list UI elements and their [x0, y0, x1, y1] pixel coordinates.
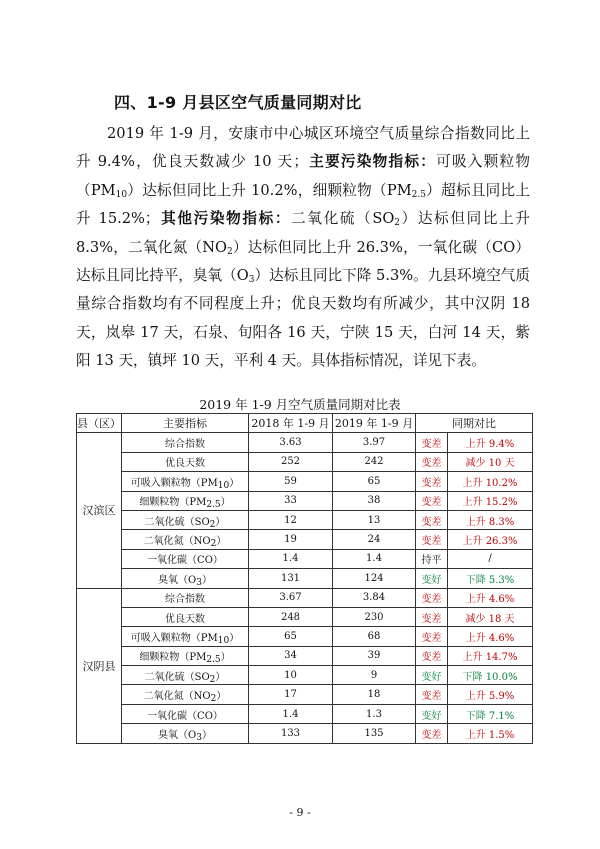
table-row: [77, 491, 533, 510]
change-cell: 减少 18 天: [448, 607, 533, 626]
bold-label-main-pollutants: 主要污染物指标：: [307, 153, 437, 171]
indicator-cell: 综合指数: [122, 588, 249, 607]
table-row: [77, 627, 533, 646]
table-body: [77, 433, 533, 743]
indicator-cell: 一氧化碳（CO）: [122, 704, 249, 723]
value-2019-cell: 38: [333, 491, 416, 510]
value-2018-cell: 3.67: [249, 588, 333, 607]
table-row: [77, 607, 533, 626]
trend-cell: 变好: [416, 569, 448, 588]
change-cell: 下降 5.3%: [448, 569, 533, 588]
trend-cell: 变差: [416, 452, 448, 471]
value-2019-cell: 1.4: [333, 549, 416, 568]
value-2019-cell: 9: [333, 666, 416, 685]
header-2018: 2018 年 1-9 月: [249, 414, 333, 433]
change-cell: 下降 7.1%: [448, 704, 533, 723]
trend-cell: 持平: [416, 549, 448, 568]
indicator-cell: 可吸入颗粒物$(PM_{10})$: [122, 627, 249, 646]
body-paragraph: 2019 年 1-9 月，安康市中心城区环境空气质量综合指数同比上升 9.4%，优良天数减少 10 天；主要污染物指标：可吸入颗粒物$(PM_{10})$达标但同比上升 10.2%，细颗粒物$(PM_{2.5})$超标且同比上升 15.2%；其他污染物指标：二氧化硫$(SO_2)$达标但同比上升 8.3%，二氧化氮$(NO_2)$达标但同比上升 26.3%，一氧化碳（CO）达标且同比持平，臭氧$(O_3)$达标且同比下降 5.3%。九县环境空气质量综合指数均有不同程度上升；优良天数均有所减少，其中汉阴 18 天，岚皋 17 天，石泉、旬阳各 16 天，宁陕 15 天，白河 14 天，紫阳 13 天，镇坪 10 天，平利 4 天。具体指标情况，详见下表。: [76, 125, 531, 370]
trend-cell: 变差: [416, 433, 448, 452]
indicator-cell: 细颗粒物$(PM_{2.5})$: [122, 646, 249, 665]
table-header-row: [77, 414, 533, 433]
indicator-cell: 二氧化硫$(SO_2)$: [122, 666, 249, 685]
value-2019-cell: 39: [333, 646, 416, 665]
indicator-cell: 臭氧$(O_3)$: [122, 724, 249, 743]
value-2019-cell: 230: [333, 607, 416, 626]
trend-cell: 变好: [416, 666, 448, 685]
change-cell: 上升 4.6%: [448, 627, 533, 646]
value-2018-cell: 248: [249, 607, 333, 626]
table-row: [77, 549, 533, 568]
table-row: [77, 510, 533, 529]
value-2018-cell: 59: [249, 472, 333, 491]
indicator-cell: 一氧化碳（CO）: [122, 549, 249, 568]
value-2018-cell: 12: [249, 510, 333, 529]
trend-cell: 变差: [416, 724, 448, 743]
value-2018-cell: 17: [249, 685, 333, 704]
change-cell: 上升 9.4%: [448, 433, 533, 452]
change-cell: 上升 8.3%: [448, 510, 533, 529]
value-2019-cell: 13: [333, 510, 416, 529]
value-2019-cell: 1.3: [333, 704, 416, 723]
table-caption: 2019 年 1-9 月空气质量同期对比表: [199, 397, 401, 412]
change-cell: 上升 4.6%: [448, 588, 533, 607]
change-cell: 下降 10.0%: [448, 666, 533, 685]
header-county: 县（区）: [77, 414, 122, 433]
value-2018-cell: 33: [249, 491, 333, 510]
section-heading: 四、1-9 月县区空气质量同期对比: [114, 93, 362, 112]
change-cell: 上升 14.7%: [448, 646, 533, 665]
county-cell: 汉阴县: [77, 588, 122, 743]
table-row: [77, 646, 533, 665]
value-2018-cell: 10: [249, 666, 333, 685]
indicator-cell: 综合指数: [122, 433, 249, 452]
indicator-cell: 优良天数: [122, 452, 249, 471]
value-2019-cell: 68: [333, 627, 416, 646]
change-cell: 上升 10.2%: [448, 472, 533, 491]
header-2019: 2019 年 1-9 月: [333, 414, 416, 433]
table-row: [77, 433, 533, 452]
trend-cell: 变差: [416, 588, 448, 607]
value-2019-cell: 124: [333, 569, 416, 588]
table-row: [77, 452, 533, 471]
value-2019-cell: 18: [333, 685, 416, 704]
trend-cell: 变好: [416, 704, 448, 723]
bold-label-other-pollutants: 其他污染物指标：: [159, 210, 292, 228]
trend-cell: 变差: [416, 510, 448, 529]
value-2019-cell: 135: [333, 724, 416, 743]
change-cell: /: [448, 549, 533, 568]
indicator-cell: 二氧化硫$(SO_2)$: [122, 510, 249, 529]
trend-cell: 变差: [416, 627, 448, 646]
trend-cell: 变差: [416, 472, 448, 491]
table-row: [77, 704, 533, 723]
change-cell: 上升 5.9%: [448, 685, 533, 704]
value-2018-cell: 252: [249, 452, 333, 471]
indicator-cell: 细颗粒物$(PM_{2.5})$: [122, 491, 249, 510]
table-row: [77, 724, 533, 743]
trend-cell: 变差: [416, 491, 448, 510]
header-compare: 同期对比: [416, 414, 533, 433]
value-2019-cell: 3.97: [333, 433, 416, 452]
table-row: [77, 588, 533, 607]
county-cell: 汉滨区: [77, 433, 122, 588]
indicator-cell: 二氧化氮$(NO_2)$: [122, 530, 249, 549]
table-row: [77, 666, 533, 685]
change-cell: 上升 15.2%: [448, 491, 533, 510]
table-row: [77, 530, 533, 549]
air-quality-comparison-table: [76, 413, 533, 744]
value-2018-cell: 133: [249, 724, 333, 743]
header-indicator: 主要指标: [122, 414, 249, 433]
value-2019-cell: 65: [333, 472, 416, 491]
table-row: [77, 472, 533, 491]
indicator-cell: 臭氧$(O_3)$: [122, 569, 249, 588]
value-2018-cell: 1.4: [249, 704, 333, 723]
value-2018-cell: 3.63: [249, 433, 333, 452]
value-2018-cell: 1.4: [249, 549, 333, 568]
indicator-cell: 二氧化氮$(NO_2)$: [122, 685, 249, 704]
change-cell: 上升 26.3%: [448, 530, 533, 549]
value-2019-cell: 24: [333, 530, 416, 549]
value-2018-cell: 65: [249, 627, 333, 646]
change-cell: 减少 10 天: [448, 452, 533, 471]
table-row: [77, 569, 533, 588]
value-2018-cell: 19: [249, 530, 333, 549]
trend-cell: 变差: [416, 646, 448, 665]
value-2019-cell: 242: [333, 452, 416, 471]
indicator-cell: 可吸入颗粒物$(PM_{10})$: [122, 472, 249, 491]
trend-cell: 变差: [416, 607, 448, 626]
page-number: - 9 -: [289, 806, 311, 819]
value-2018-cell: 131: [249, 569, 333, 588]
value-2018-cell: 34: [249, 646, 333, 665]
trend-cell: 变差: [416, 530, 448, 549]
change-cell: 上升 1.5%: [448, 724, 533, 743]
indicator-cell: 优良天数: [122, 607, 249, 626]
value-2019-cell: 3.84: [333, 588, 416, 607]
table-row: [77, 685, 533, 704]
trend-cell: 变差: [416, 685, 448, 704]
